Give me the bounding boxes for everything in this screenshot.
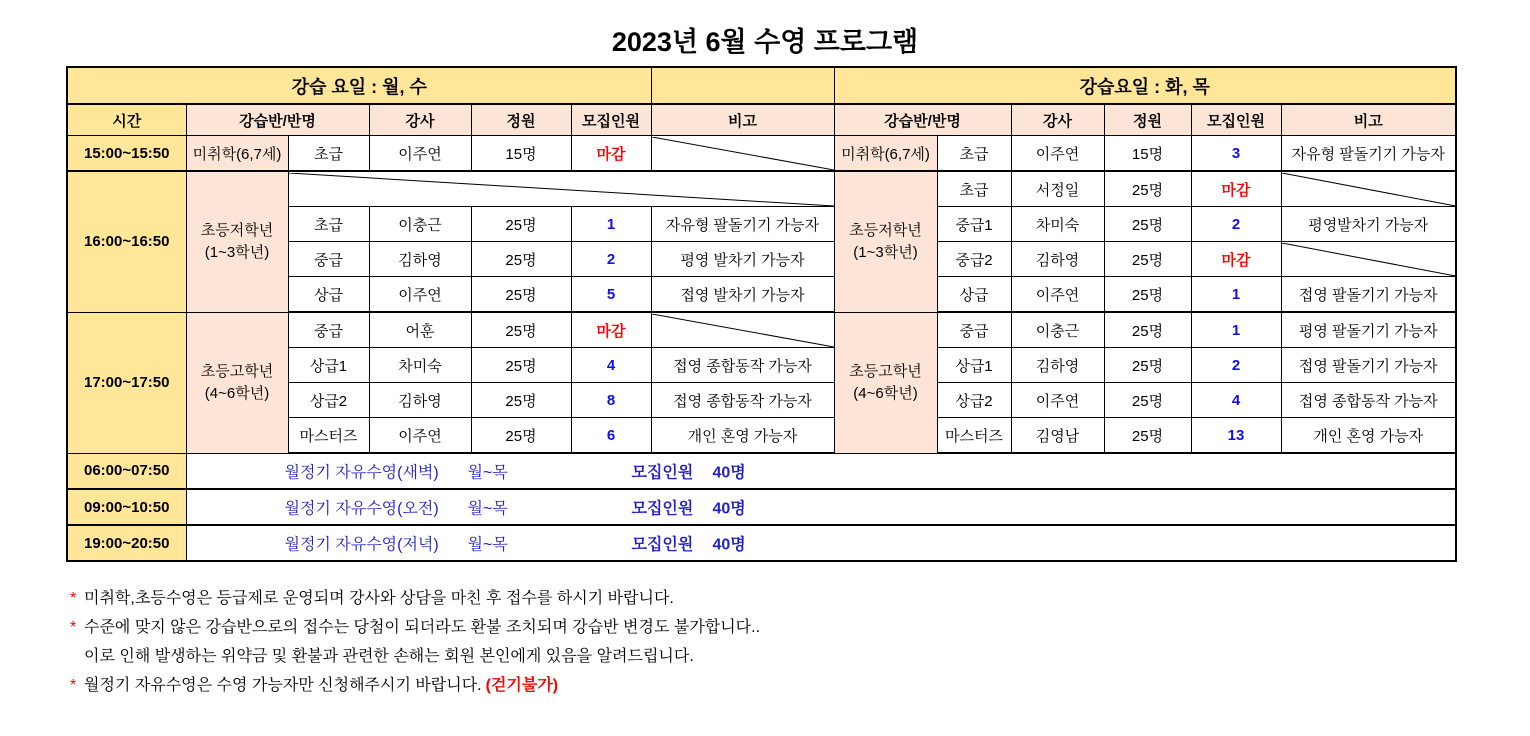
- group-grades: (1~3학년): [204, 243, 270, 261]
- free-swim-count: 40명: [712, 464, 746, 482]
- cell-capacity: 15명: [471, 136, 571, 172]
- cell-level: 상급1: [288, 348, 369, 383]
- free-swim-count: 40명: [712, 536, 746, 554]
- cell-level: 초급: [937, 171, 1011, 207]
- cell-instructor: 김하영: [369, 383, 471, 418]
- col-capacity: 정원: [471, 104, 571, 136]
- cell-instructor: 어훈: [369, 312, 471, 348]
- cell-level: 초급: [288, 136, 369, 172]
- row-free-dawn: [67, 453, 1456, 489]
- row-free-evening: [67, 525, 1456, 561]
- col-instructor: 강사: [369, 104, 471, 136]
- cell-note: 접영 팔돌기기 가능자: [1281, 348, 1456, 383]
- cell-capacity: 25명: [1104, 277, 1191, 313]
- cell-instructor: 이주연: [1011, 136, 1104, 172]
- cell-capacity: 25명: [471, 312, 571, 348]
- row-1600-a: [67, 171, 1456, 207]
- cell-instructor: 김하영: [1011, 242, 1104, 277]
- cell-note: 평영 발차기 가능자: [651, 242, 834, 277]
- cell-recruit: 13: [1191, 418, 1281, 454]
- cell-recruit: 1: [571, 207, 651, 242]
- group-grades: (1~3학년): [853, 243, 918, 261]
- cell-recruit: 2: [571, 242, 651, 277]
- col-note-right: 비고: [1281, 104, 1456, 136]
- cell-level: 상급: [288, 277, 369, 313]
- note-text: 이로 인해 발생하는 위약금 및 환불과 관련한 손해는 회원 본인에게 있음을 알려드립니다.: [84, 648, 694, 665]
- cell-level: 마스터즈: [288, 418, 369, 454]
- header-spacer-cell: [651, 67, 834, 104]
- cell-note: 자유형 팔돌기기 가능자: [1281, 136, 1456, 172]
- cell-level: 중급: [288, 312, 369, 348]
- cell-instructor: 이충근: [1011, 312, 1104, 348]
- col-class: 강습반/반명: [186, 104, 369, 136]
- note-bullet: *: [70, 677, 77, 694]
- group-cell: [834, 312, 937, 453]
- time-cell: 17:00~17:50: [67, 312, 186, 453]
- free-swim-cell: [186, 525, 1456, 561]
- cell-level: 상급: [937, 277, 1011, 313]
- group-cell: [186, 171, 288, 312]
- cell-note: 개인 혼영 가능자: [1281, 418, 1456, 454]
- cell-note: 평영발차기 가능자: [1281, 207, 1456, 242]
- footer-notes: [70, 584, 1530, 700]
- cell-capacity: 25명: [1104, 207, 1191, 242]
- cell-note: 평영 팔돌기기 가능자: [1281, 312, 1456, 348]
- note-text: 미취학,초등수영은 등급제로 운영되며 강사와 상담을 마친 후 접수를 하시기 바랍니다.: [84, 590, 674, 607]
- cell-instructor: 이주연: [369, 136, 471, 172]
- free-swim-cell: [186, 489, 1456, 525]
- cell-recruit: 8: [571, 383, 651, 418]
- row-1500: [67, 136, 1456, 172]
- group-cell: 미취학(6,7세): [834, 136, 937, 172]
- cell-recruit: 마감: [1191, 171, 1281, 207]
- time-cell: 16:00~16:50: [67, 171, 186, 312]
- left-day-header: 강습 요일 : 월, 수: [67, 67, 651, 104]
- diagonal-cell: [651, 312, 834, 348]
- cell-recruit: 마감: [571, 136, 651, 172]
- time-cell: 19:00~20:50: [67, 525, 186, 561]
- cell-capacity: 25명: [471, 418, 571, 454]
- col-time: 시간: [67, 104, 186, 136]
- cell-recruit: 1: [1191, 277, 1281, 313]
- cell-note: 접영 종합동작 가능자: [1281, 383, 1456, 418]
- group-cell: [186, 312, 288, 453]
- page-title: 2023년 6월 수영 프로그램: [611, 27, 919, 57]
- cell-level: 중급: [937, 312, 1011, 348]
- group-cell: [834, 171, 937, 312]
- cell-capacity: 15명: [1104, 136, 1191, 172]
- note-line: [70, 671, 1530, 700]
- group-grades: (4~6학년): [853, 384, 918, 402]
- cell-instructor: 차미숙: [1011, 207, 1104, 242]
- note-bullet: *: [70, 619, 77, 636]
- free-swim-cell: [186, 453, 1456, 489]
- cell-capacity: 25명: [1104, 348, 1191, 383]
- col-instructor-right: 강사: [1011, 104, 1104, 136]
- diagonal-cell: [651, 136, 834, 172]
- cell-capacity: 25명: [471, 383, 571, 418]
- note-line: [70, 613, 1530, 642]
- cell-instructor: 이주연: [1011, 277, 1104, 313]
- free-swim-days: 월~목: [467, 500, 508, 518]
- swim-schedule-table: [66, 66, 1457, 562]
- note-bullet: *: [70, 590, 77, 607]
- cell-capacity: 25명: [471, 277, 571, 313]
- diagonal-cell: [1281, 242, 1456, 277]
- col-recruit-right: 모집인원: [1191, 104, 1281, 136]
- cell-capacity: 25명: [1104, 418, 1191, 454]
- column-header-row: [67, 104, 1456, 136]
- cell-recruit: 마감: [1191, 242, 1281, 277]
- cell-instructor: 이주연: [369, 277, 471, 313]
- group-cell: 미취학(6,7세): [186, 136, 288, 172]
- row-free-morning: [67, 489, 1456, 525]
- cell-recruit: 4: [1191, 383, 1281, 418]
- cell-level: 상급2: [288, 383, 369, 418]
- cell-recruit: 2: [1191, 348, 1281, 383]
- cell-capacity: 25명: [1104, 171, 1191, 207]
- cell-capacity: 25명: [1104, 383, 1191, 418]
- cell-recruit: 4: [571, 348, 651, 383]
- cell-level: 마스터즈: [937, 418, 1011, 454]
- cell-recruit: 5: [571, 277, 651, 313]
- note-line: [70, 642, 1530, 671]
- cell-capacity: 25명: [1104, 242, 1191, 277]
- diagonal-cell: [288, 171, 834, 207]
- group-name: 초등저학년: [849, 221, 922, 239]
- right-day-header: 강습요일 : 화, 목: [834, 67, 1456, 104]
- cell-instructor: 이주연: [1011, 383, 1104, 418]
- free-swim-name: 월정기 자유수영(새벽): [284, 464, 439, 482]
- free-swim-days: 월~목: [467, 464, 508, 482]
- cell-note: 접영 종합동작 가능자: [651, 348, 834, 383]
- cell-capacity: 25명: [1104, 312, 1191, 348]
- cell-instructor: 서정일: [1011, 171, 1104, 207]
- cell-instructor: 이주연: [369, 418, 471, 454]
- free-swim-name: 월정기 자유수영(저녁): [284, 536, 439, 554]
- note-text: 월정기 자유수영은 수영 가능자만 신청해주시기 바랍니다.: [84, 677, 482, 694]
- cell-note: 개인 혼영 가능자: [651, 418, 834, 454]
- free-swim-recruit-label: 모집인원: [631, 464, 694, 482]
- cell-capacity: 25명: [471, 242, 571, 277]
- row-1700-a: [67, 312, 1456, 348]
- cell-instructor: 김하영: [369, 242, 471, 277]
- group-grades: (4~6학년): [204, 384, 270, 402]
- cell-note: 접영 발차기 가능자: [651, 277, 834, 313]
- cell-level: 초급: [937, 136, 1011, 172]
- diagonal-cell: [1281, 171, 1456, 207]
- cell-recruit: 2: [1191, 207, 1281, 242]
- cell-capacity: 25명: [471, 207, 571, 242]
- time-cell: 09:00~10:50: [67, 489, 186, 525]
- cell-instructor: 김하영: [1011, 348, 1104, 383]
- cell-recruit: 6: [571, 418, 651, 454]
- cell-level: 중급1: [937, 207, 1011, 242]
- cell-level: 상급1: [937, 348, 1011, 383]
- cell-instructor: 차미숙: [369, 348, 471, 383]
- cell-level: 상급2: [937, 383, 1011, 418]
- cell-recruit: 3: [1191, 136, 1281, 172]
- cell-note: 자유형 팔돌기기 가능자: [651, 207, 834, 242]
- free-swim-days: 월~목: [467, 536, 508, 554]
- col-recruit: 모집인원: [571, 104, 651, 136]
- col-capacity-right: 정원: [1104, 104, 1191, 136]
- cell-level: 중급: [288, 242, 369, 277]
- col-note: 비고: [651, 104, 834, 136]
- cell-note: 접영 종합동작 가능자: [651, 383, 834, 418]
- col-class-right: 강습반/반명: [834, 104, 1011, 136]
- group-name: 초등고학년: [849, 362, 922, 380]
- free-swim-name: 월정기 자유수영(오전): [284, 500, 439, 518]
- cell-capacity: 25명: [471, 348, 571, 383]
- note-highlight: (걷기불가): [485, 677, 559, 694]
- group-name: 초등고학년: [200, 362, 274, 380]
- cell-recruit: 1: [1191, 312, 1281, 348]
- cell-level: 중급2: [937, 242, 1011, 277]
- note-line: [70, 584, 1530, 613]
- free-swim-recruit-label: 모집인원: [631, 536, 694, 554]
- cell-note: 접영 팔돌기기 가능자: [1281, 277, 1456, 313]
- free-swim-count: 40명: [712, 500, 746, 518]
- note-text: 수준에 맞지 않은 강습반으로의 접수는 당첨이 되더라도 환불 조치되며 강습반 변경도 불가합니다..: [84, 619, 761, 636]
- free-swim-recruit-label: 모집인원: [631, 500, 694, 518]
- time-cell: 15:00~15:50: [67, 136, 186, 172]
- cell-level: 초급: [288, 207, 369, 242]
- cell-instructor: 이충근: [369, 207, 471, 242]
- time-cell: 06:00~07:50: [67, 453, 186, 489]
- cell-recruit: 마감: [571, 312, 651, 348]
- day-header-row: [67, 67, 1456, 104]
- group-name: 초등저학년: [200, 221, 274, 239]
- cell-instructor: 김영남: [1011, 418, 1104, 454]
